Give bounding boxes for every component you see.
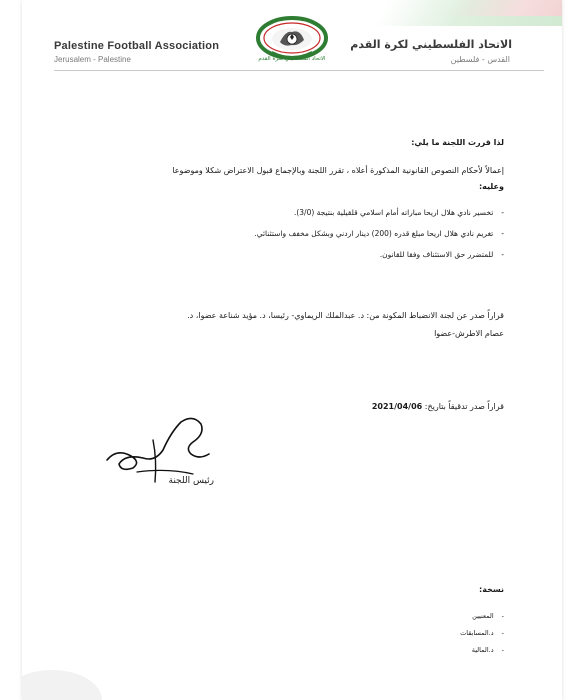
copy-recipient-text: المعنيين [472,612,494,620]
bullet-dash: - [501,646,504,654]
footer-decor [22,670,102,700]
bullet-dash: - [501,208,504,217]
football-association-emblem-icon [244,12,340,72]
location-ar: القدس - فلسطين [450,55,510,64]
org-name-en: Palestine Football Association [54,40,220,52]
header-divider [54,70,544,71]
decision-heading: لذا قررت اللجنة ما يلي: [411,138,504,147]
header-decor-red [447,0,562,16]
list-item [254,229,504,238]
copy-recipient [472,646,504,654]
list-item [294,208,504,217]
chair-title: رئيس اللجنة [168,476,214,486]
bullet-dash: - [501,250,504,259]
copy-recipient-text: د.المسابقات [460,629,494,637]
list-item-text: تخسير نادي هلال اريحا مباراته أمام اسلامي قلقيلية بنتيجة (3/0). [293,208,494,217]
issued-date: 2021/04/06 [371,402,423,411]
paragraph-line-2: وعليه: [478,182,504,191]
copy-recipient-text: د.المالية [471,646,494,654]
bullet-dash: - [501,629,504,637]
letter-page [22,0,562,700]
list-item-text: للمتضرر حق الاستئناف وفقا للقانون. [379,250,494,259]
committee-line-2: عصام الاطرش-عضوا [434,329,504,338]
committee-statement [34,307,504,343]
legal-paragraph [44,163,504,195]
issued-label: قراراً صدر تدقيقاً بتاريخ: [424,402,504,411]
copy-recipient [472,612,504,620]
list-item [380,250,504,259]
copy-recipient [460,629,504,637]
copies-label: نسخة: [479,585,504,594]
location-en: Jerusalem - Palestine [54,55,131,64]
bullet-dash: - [501,612,504,620]
list-item-text: تغريم نادي هلال اريحا مبلغ قدره (200) دينار اردني وبشكل مخفف واستثنائي. [254,229,494,238]
issue-date-line [372,402,504,411]
paragraph-line-1: إعمالاً لأحكام النصوص القانونية المذكورة أعلاه ، تقرر اللجنة وبالإجماع قبول الاعتراض شكلا وموضوعا [172,166,504,175]
logo-caption: الاتحاد الفلسطيني لكرة القدم [258,56,326,62]
bullet-dash: - [501,229,504,238]
committee-line-1: قراراً صدر عن لجنة الانضباط المكونة من: د. عبدالملك الريماوي- رئيسا، د. مؤيد شناعة عضوا، د. [187,311,504,320]
org-name-ar: الاتحاد الفلسطيني لكرة القدم [350,38,512,51]
